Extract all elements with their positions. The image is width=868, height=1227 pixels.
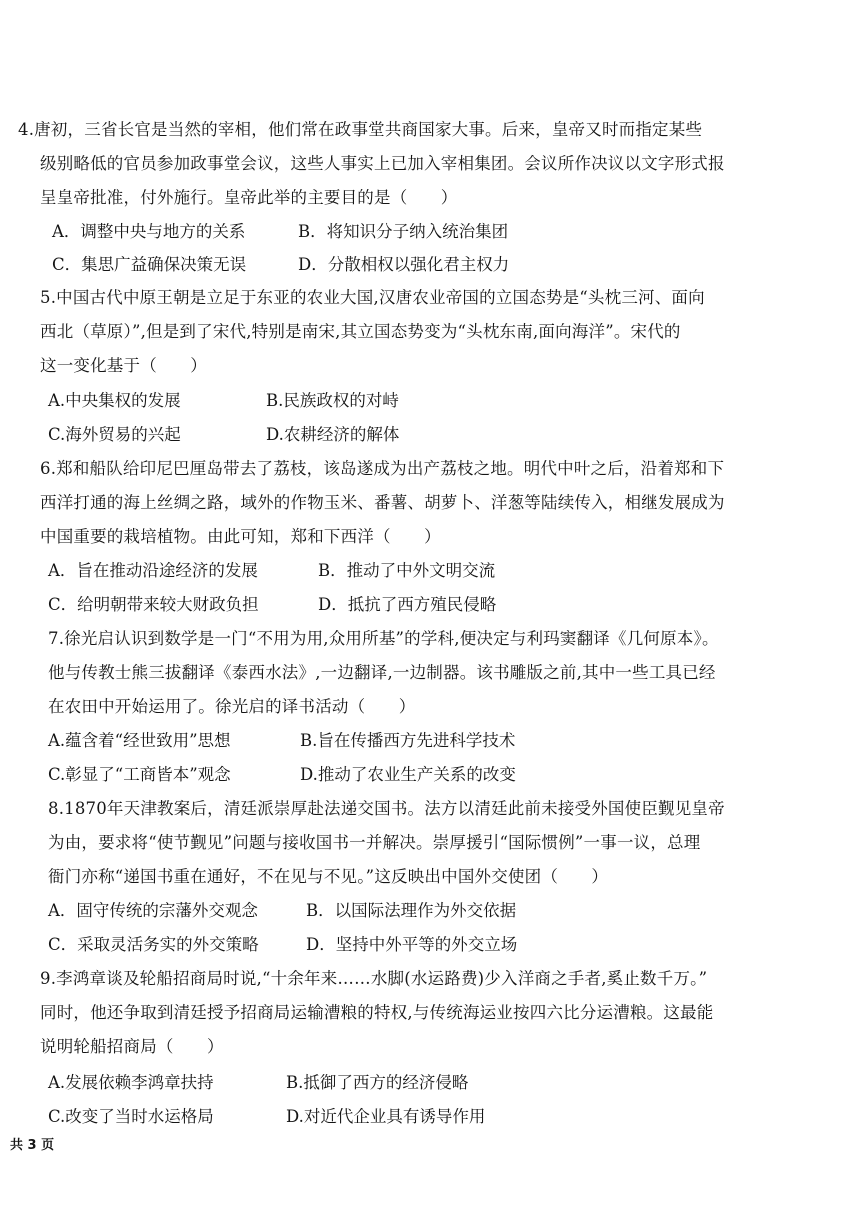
question-6-line-2: 西洋打通的海上丝绸之路，域外的作物玉米、番薯、胡萝卜、洋葱等陆续传入，相继发展成为	[40, 493, 725, 512]
question-6-option-c: C．给明朝带来较大财政负担	[48, 595, 259, 614]
question-6-option-d: D．抵抗了西方殖民侵略	[318, 595, 497, 614]
question-7-option-b: B.旨在传播西方先进科学技术	[300, 731, 516, 750]
question-6-line-1: 6.郑和船队给印尼巴厘岛带去了荔枝，该岛遂成为出产荔枝之地。明代中叶之后，沿着郑和下	[40, 459, 725, 478]
question-8-option-a: A．固守传统的宗藩外交观念	[48, 901, 258, 920]
question-4-line-3: 呈皇帝批准，付外施行。皇帝此举的主要目的是（ ）	[40, 188, 458, 207]
question-7-option-c: C.彰显了“工商皆本”观念	[48, 765, 231, 784]
question-8-line-3: 衙门亦称“递国书重在通好，不在见与不见。”这反映出中国外交使团（ ）	[48, 867, 609, 886]
question-8-line-2: 为由，要求将“使节觐见”问题与接收国书一并解决。崇厚援引“国际惯例”一事一议，总理	[48, 833, 701, 852]
question-4-line-2: 级别略低的官员参加政事堂会议，这些人事实上已加入宰相集团。会议所作决议以文字形式报	[40, 154, 725, 173]
question-4-line-1: 4.唐初，三省长官是当然的宰相，他们常在政事堂共商国家大事。后来，皇帝又时而指定某些	[18, 120, 703, 139]
question-5-option-d: D.农耕经济的解体	[266, 425, 400, 444]
question-6-option-b: B．推动了中外文明交流	[318, 561, 496, 580]
question-9-option-b: B.抵御了西方的经济侵略	[286, 1073, 469, 1092]
question-9-option-c: C.改变了当时水运格局	[48, 1107, 214, 1126]
question-7-line-3: 在农田中开始运用了。徐光启的译书活动（ ）	[48, 697, 416, 716]
question-6-option-a: A．旨在推动沿途经济的发展	[48, 561, 258, 580]
question-5-line-1: 5.中国古代中原王朝是立足于东亚的农业大国,汉唐农业帝国的立国态势是“头枕三河、面向	[40, 288, 705, 307]
question-4-option-c: C．集思广益确保决策无误	[52, 255, 247, 274]
question-6-line-3: 中国重要的栽培植物。由此可知，郑和下西洋（ ）	[40, 527, 441, 546]
question-9-line-2: 同时，他还争取到清廷授予招商局运输漕粮的特权,与传统海运业按四六比分运漕粮。这最能	[40, 1003, 714, 1022]
question-5-line-3: 这一变化基于（ ）	[40, 356, 207, 375]
question-5-option-a: A.中央集权的发展	[48, 391, 181, 410]
question-8-line-1: 8.1870年天津教案后，清廷派崇厚赴法递交国书。法方以清廷此前未接受外国使臣觐见皇帝	[48, 799, 725, 818]
question-9-line-3: 说明轮船招商局（ ）	[40, 1037, 224, 1056]
question-5-option-c: C.海外贸易的兴起	[48, 425, 181, 444]
question-8-option-d: D．坚持中外平等的外交立场	[306, 935, 518, 954]
question-7-option-a: A.蕴含着“经世致用”思想	[48, 731, 231, 750]
question-4-option-d: D．分散相权以强化君主权力	[298, 255, 510, 274]
question-9-option-d: D.对近代企业具有诱导作用	[286, 1107, 486, 1126]
question-5-option-b: B.民族政权的对峙	[266, 391, 399, 410]
question-8-option-b: B．以国际法理作为外交依据	[306, 901, 517, 920]
question-8-option-c: C．采取灵活务实的外交策略	[48, 935, 259, 954]
page-count-footer: 共 3 页	[10, 1138, 55, 1153]
question-4-option-a: A．调整中央与地方的关系	[52, 222, 246, 241]
question-7-line-2: 他与传教士熊三拔翻译《泰西水法》,一边翻译,一边制器。该书雕版之前,其中一些工具已经	[48, 663, 716, 682]
question-9-line-1: 9.李鸿章谈及轮船招商局时说,“十余年来……水脚(水运路费)少入洋商之手者,奚止数千万。”	[40, 969, 708, 988]
question-9-option-a: A.发展依赖李鸿章扶持	[48, 1073, 214, 1092]
question-7-option-d: D.推动了农业生产关系的改变	[300, 765, 516, 784]
question-5-line-2: 西北（草原）”,但是到了宋代,特别是南宋,其立国态势变为“头枕东南,面向海洋”。宋代的	[40, 322, 681, 341]
question-4-option-b: B．将知识分子纳入统治集团	[298, 222, 509, 241]
question-7-line-1: 7.徐光启认识到数学是一门“不用为用,众用所基”的学科,便决定与利玛窦翻译《几何原本》。	[48, 629, 719, 648]
